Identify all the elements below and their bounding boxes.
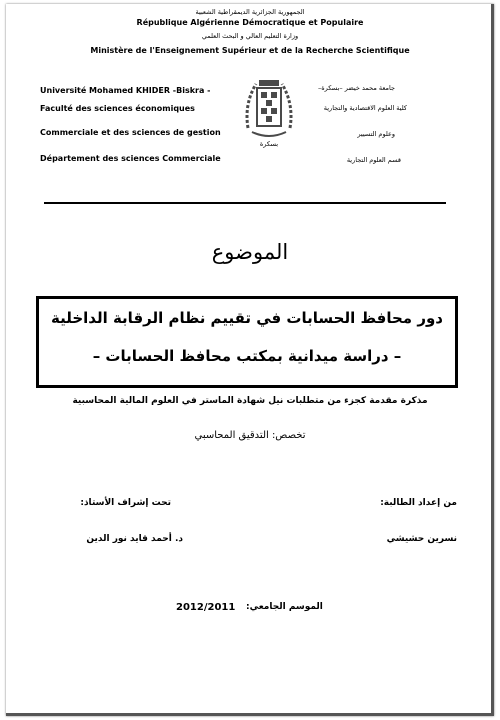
supervisor-name: د. أحمد قايد نور الدين: [86, 534, 183, 544]
subject-title-box: [36, 296, 458, 388]
department-french: Département des sciences Commerciale: [40, 154, 221, 163]
republic-french: République Algérienne Démocratique et Populaire: [136, 18, 364, 27]
supervisor-label: تحت إشراف الأستاذ:: [80, 498, 171, 508]
academic-year-label: الموسم الجامعي:: [246, 602, 323, 612]
subject-label: الموضوع: [211, 240, 289, 264]
department-arabic: قسم العلوم التجارية: [346, 156, 401, 164]
document-page: [6, 4, 494, 716]
faculty-arabic: كلية العلوم الاقتصادية والتجارية: [323, 104, 407, 112]
student-name: نسرين حشيشي: [386, 534, 457, 544]
academic-year-value: 2012/2011: [176, 602, 236, 613]
faculty-french: Faculté des sciences économiques: [40, 104, 195, 113]
student-label: من إعداد الطالبة:: [380, 498, 457, 508]
university-french: Université Mohamed KHIDER -Biskra -: [40, 86, 211, 95]
ministry-french: Ministère de l'Enseignement Supérieur et de la Recherche Scientifique: [90, 46, 410, 55]
specialty: تخصص: التدقيق المحاسبي: [194, 430, 306, 441]
commerce-french: Commerciale et des sciences de gestion: [40, 128, 221, 137]
university-arabic: جامعة محمد خيضر –بسكرة–: [317, 84, 395, 92]
republic-arabic: الجمهورية الجزائرية الديمقراطية الشعبية: [195, 8, 305, 16]
logo-caption: بسكرة: [259, 140, 279, 148]
subject-title-line2: – دراسة ميدانية بمكتب محافظ الحسابات –: [92, 347, 402, 365]
management-arabic: وعلوم التسيير: [357, 130, 395, 138]
ministry-arabic: وزارة التعليم العالي و البحث العلمي: [201, 32, 299, 40]
header-separator: [44, 202, 446, 204]
university-emblem-icon: [242, 74, 296, 156]
subject-title-line1: دور محافظ الحسابات في تقييم نظام الرقابة الداخلية: [51, 309, 443, 327]
memo-description: مذكرة مقدمة كجزء من متطلبات نيل شهادة الماستر في العلوم المالية المحاسبية: [72, 396, 428, 406]
